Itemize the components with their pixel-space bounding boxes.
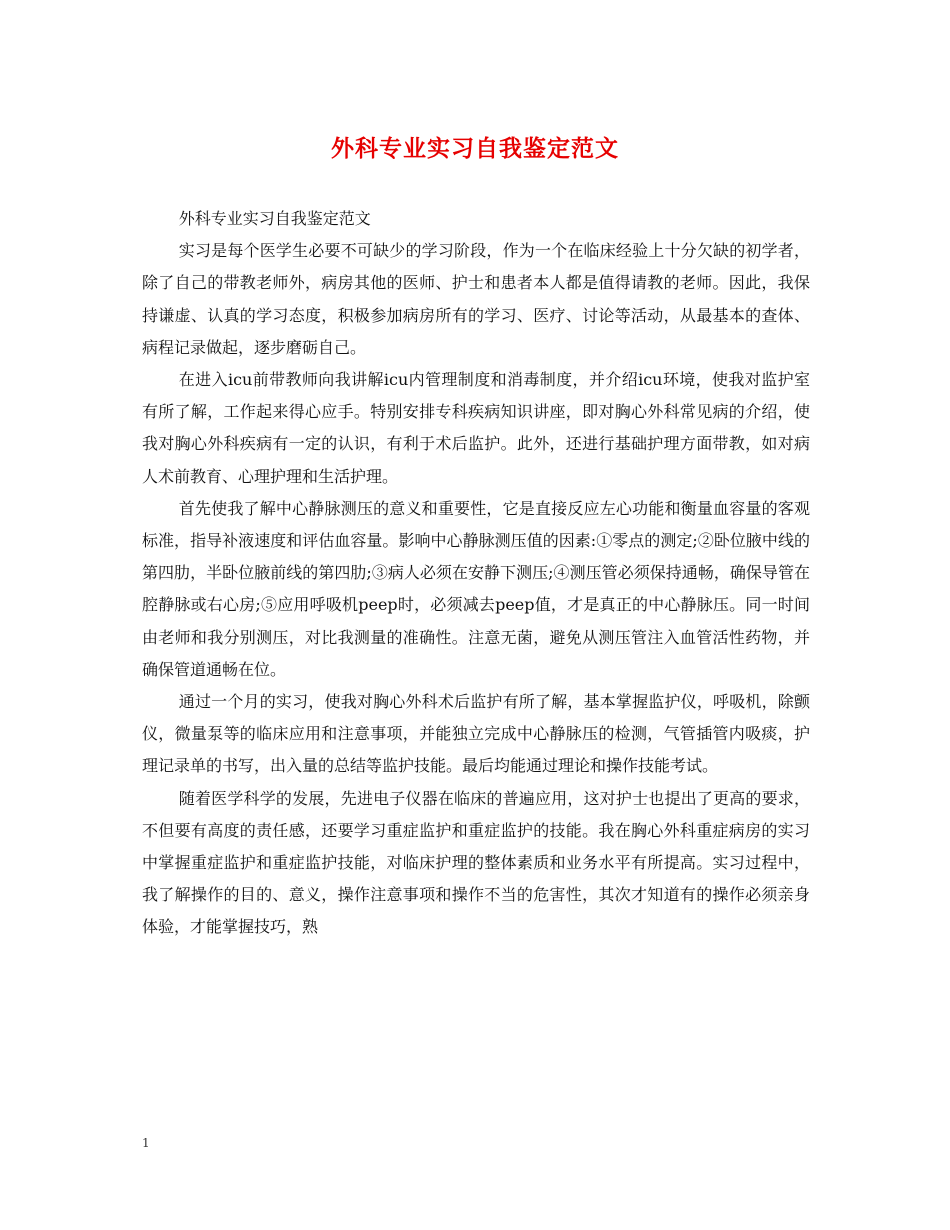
paragraph: 在进入icu前带教师向我讲解icu内管理制度和消毒制度，并介绍icu环境，使我对监护室有所了解，工作起来得心应手。特别安排专科疾病知识讲座，即对胸心外科常见病的介绍，使我对胸心外科疾病有一定的认识，有利于术后监护。此外，还进行基础护理方面带教，如对病人术前教育、心理护理和生活护理。 — [142, 370, 810, 486]
paragraph: 随着医学科学的发展，先进电子仪器在临床的普遍应用，这对护士也提出了更高的要求，不但要有高度的责任感，还要学习重症监护和重症监护的技能。我在胸心外科重症病房的实习中掌握重症监护和重症监护技能，对临床护理的整体素质和业务水平有所提高。实习过程中，我了解操作的目的、意义，操作注意事项和操作不当的危害性，其次才知道有的操作必须亲身体验，才能掌握技巧，熟 — [142, 788, 810, 937]
paragraph: 通过一个月的实习，使我对胸心外科术后监护有所了解，基本掌握监护仪，呼吸机，除颤仪，微量泵等的临床应用和注意事项，并能独立完成中心静脉压的检测，气管插管内吸痰，护理记录单的书写，出入量的总结等监护技能。最后均能通过理论和操作技能考试。 — [142, 692, 810, 776]
paragraph: 实习是每个医学生必要不可缺少的学习阶段，作为一个在临床经验上十分欠缺的初学者，除了自己的带教老师外，病房其他的医师、护士和患者本人都是值得请教的老师。因此，我保持谦虚、认真的学习态度，积极参加病房所有的学习、医疗、讨论等活动，从最基本的查体、病程记录做起，逐步磨砺自己。 — [142, 241, 810, 357]
paragraph-heading: 外科专业实习自我鉴定范文 — [178, 209, 371, 228]
paragraph: 首先使我了解中心静脉测压的意义和重要性，它是直接反应左心功能和衡量血容量的客观标准，指导补液速度和评估血容量。影响中心静脉测压值的因素:①零点的测定;②卧位腋中线的第四肋，半卧位腋前线的第四肋;③病人必须在安静下测压;④测压管必须保持通畅，确保导管在腔静脉或右心房;⑤应用呼吸机peep时，必须减去peep值，才是真正的中心静脉压。同一时间由老师和我分别测压，对比我测量的准确性。注意无菌，避免从测压管注入血管活性药物，并确保管道通畅在位。 — [142, 498, 810, 679]
document-body — [142, 203, 810, 944]
page-number: 1 — [142, 1136, 150, 1150]
document-title: 外科专业实习自我鉴定范文 — [331, 135, 619, 162]
